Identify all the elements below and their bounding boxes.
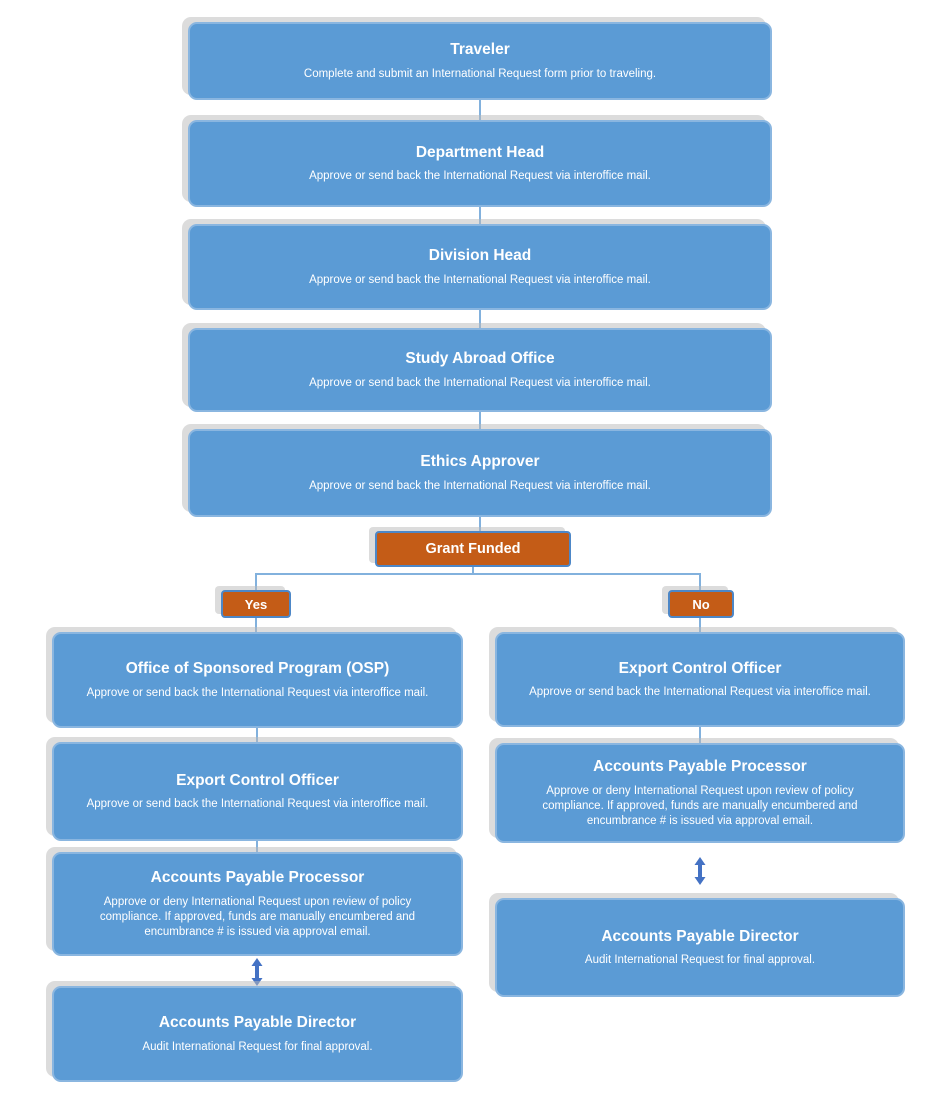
branch-label-no: [668, 590, 734, 618]
node-title: Accounts Payable Processor: [593, 758, 807, 776]
flow-node-ap-processor-no: [495, 743, 905, 843]
connector-line: [699, 618, 701, 632]
flow-node-ap-processor-yes: [52, 852, 463, 956]
flow-node-department-head: [188, 120, 772, 207]
double-arrow-icon: [692, 857, 708, 885]
connector-line: [256, 841, 258, 852]
flow-node-export-control-officer-yes: [52, 742, 463, 841]
connector-line: [479, 310, 481, 328]
node-desc: Audit International Request for final approval.: [584, 954, 816, 967]
branch-line: [255, 573, 701, 575]
connector-line: [699, 574, 701, 590]
node-title: Accounts Payable Processor: [150, 869, 365, 887]
node-title: Accounts Payable Director: [158, 1014, 357, 1032]
node-title: Ethics Approver: [420, 453, 540, 471]
node-desc: Approve or send back the International Request via interoffice mail.: [86, 686, 429, 699]
connector-line: [699, 727, 701, 743]
decision-label: Grant Funded: [425, 541, 521, 557]
connector-line: [479, 412, 481, 429]
flow-node-ap-director-no: [495, 898, 905, 997]
node-title: Export Control Officer: [618, 659, 782, 677]
flow-node-ap-director-yes: [52, 986, 463, 1082]
node-title: Division Head: [428, 247, 532, 265]
connector-line: [479, 517, 481, 531]
node-title: Office of Sponsored Program (OSP): [125, 660, 390, 678]
flow-node-traveler: [188, 22, 772, 100]
flow-node-osp: [52, 632, 463, 728]
node-desc: Approve or deny International Request upon review of policy compliance. If approved, funds are manually encumbered and encumbrance # is issued via approval email.: [99, 895, 416, 938]
decision-grant-funded: [375, 531, 571, 567]
node-desc: Audit International Request for final approval.: [142, 1040, 373, 1053]
branch-label-yes: [221, 590, 291, 618]
flow-node-ethics-approver: [188, 429, 772, 517]
flow-node-study-abroad-office: [188, 328, 772, 412]
connector-line: [479, 100, 481, 120]
node-desc: Approve or send back the International Request via interoffice mail.: [309, 273, 651, 286]
node-desc: Approve or send back the International Request via interoffice mail.: [309, 479, 651, 492]
connector-line: [255, 618, 257, 632]
node-title: Department Head: [415, 143, 545, 161]
yes-label: Yes: [244, 596, 268, 612]
node-desc: Approve or send back the International Request via interoffice mail.: [309, 170, 651, 183]
flow-node-export-control-officer-no: [495, 632, 905, 727]
node-desc: Approve or send back the International Request via interoffice mail.: [309, 376, 651, 389]
node-title: Study Abroad Office: [405, 350, 555, 368]
node-desc: Approve or deny International Request upon review of policy compliance. If approved, funds are manually encumbered and encumbrance # is issued via approval email.: [542, 784, 858, 827]
connector-line: [256, 728, 258, 742]
node-title: Traveler: [450, 41, 510, 59]
connector-line: [255, 574, 257, 590]
no-label: No: [692, 596, 710, 612]
node-desc: Approve or send back the International Request via interoffice mail.: [529, 686, 871, 699]
node-title: Accounts Payable Director: [601, 927, 799, 945]
connector-line: [479, 207, 481, 224]
node-desc: Approve or send back the International Request via interoffice mail.: [86, 798, 429, 811]
node-title: Export Control Officer: [176, 771, 339, 789]
node-desc: Complete and submit an International Request form prior to traveling.: [303, 67, 657, 80]
double-arrow-icon: [249, 958, 265, 986]
flow-node-division-head: [188, 224, 772, 310]
